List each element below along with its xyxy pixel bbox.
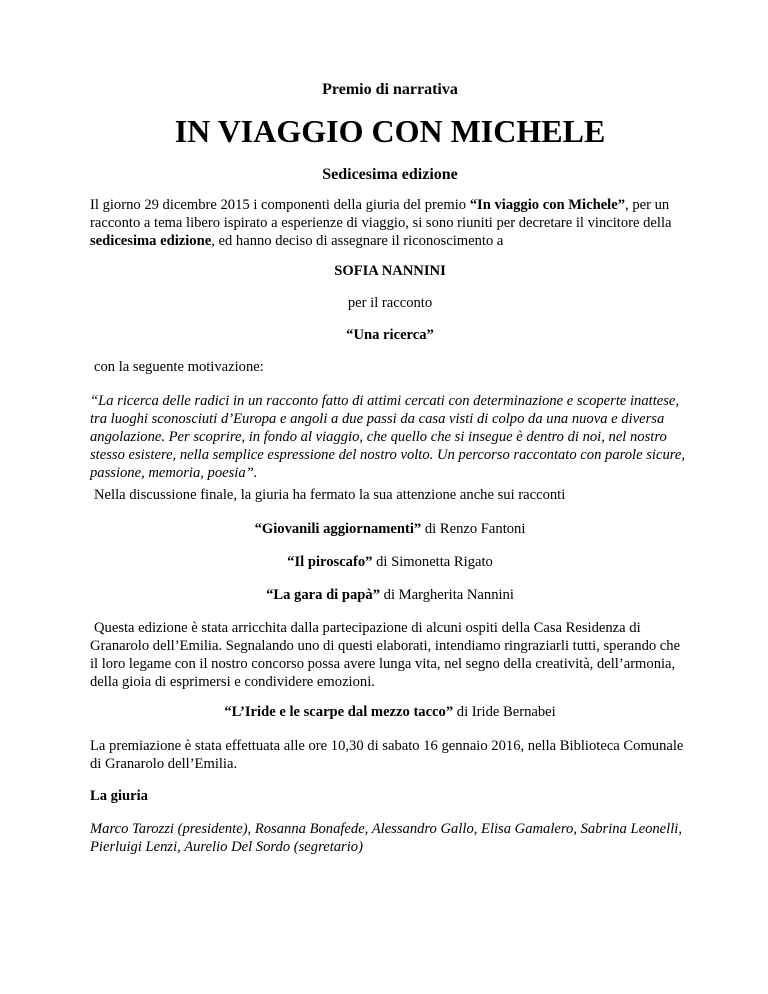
mention-author: di Renzo Fantoni <box>421 521 526 537</box>
mention-title: “Giovanili aggiornamenti” <box>254 521 422 537</box>
winner-name: SOFIA NANNINI <box>334 263 446 279</box>
motivation-label: con la seguente motivazione: <box>94 359 264 375</box>
intro-text-1: Il giorno 29 dicembre 2015 i componenti della giuria del premio <box>90 197 470 213</box>
residence-paragraph: Questa edizione è stata arricchita dalla partecipazione di alcuni ospiti della Casa Residenza di Granarolo dell’Emilia. Segnalando uno di questi elaborati, intendiamo ringraziarli tutti, sperando che il loro legame con il nostro concorso possa avere lunga vita, nel segno della creatività, dell’armonia, della gioia di esprimersi e condividere emozioni. <box>90 620 681 690</box>
intro-paragraph <box>90 196 690 250</box>
mention-title: “Il piroscafo” <box>287 554 373 570</box>
residence-mention-title: “L’Iride e le scarpe dal mezzo tacco” <box>224 704 454 720</box>
mention-author: di Margherita Nannini <box>380 587 514 603</box>
mention-item <box>90 520 690 538</box>
mention-item <box>90 586 690 604</box>
mention-item <box>90 553 690 571</box>
ceremony-paragraph: La premiazione è stata effettuata alle ore 10,30 di sabato 16 gennaio 2016, nella Biblioteca Comunale di Granarolo dell’Emilia. <box>90 738 684 772</box>
jury-heading: La giuria <box>90 788 148 804</box>
mention-author: di Simonetta Rigato <box>372 554 493 570</box>
intro-text-2: , per un racconto a tema libero ispirato a esperienze di viaggio, si sono riuniti per decretare il vincitore della <box>90 197 672 231</box>
residence-mention <box>90 703 690 721</box>
story-title: “Una ricerca” <box>346 327 434 343</box>
jury-members: Marco Tarozzi (presidente), Rosanna Bonafede, Alessandro Gallo, Elisa Gamalero, Sabrina Leonelli, Pierluigi Lenzi, Aurelio Del Sordo (segretario) <box>90 821 682 855</box>
per-racconto: per il racconto <box>347 295 433 311</box>
kicker: Premio di narrativa <box>322 81 458 98</box>
page-title: IN VIAGGIO CON MICHELE <box>174 113 606 149</box>
residence-mention-author: di Iride Bernabei <box>453 704 556 720</box>
edition-bold: sedicesima edizione <box>90 233 212 249</box>
prize-name: “In viaggio con Michele” <box>469 197 626 213</box>
edition-subtitle: Sedicesima edizione <box>322 166 458 183</box>
motivation-text: “La ricerca delle radici in un racconto fatto di attimi cercati con determinazione e scoperte inattese, tra luoghi sconosciuti d’Europa e angoli a due passi da casa visti di colpo da una nuova e diversa angolazione. Per scoprire, in fondo al viaggio, che quello che si insegue è dentro di noi, nel nostro stesso esistere, nella semplice espressione del nostro volto. Un percorso raccontato con parole sicure, passione, memoria, poesia”. <box>90 393 686 481</box>
mention-title: “La gara di papà” <box>266 587 381 603</box>
intro-text-3: , ed hanno deciso di assegnare il riconoscimento a <box>211 233 504 249</box>
mentions-intro: Nella discussione finale, la giuria ha fermato la sua attenzione anche sui racconti <box>94 487 566 503</box>
